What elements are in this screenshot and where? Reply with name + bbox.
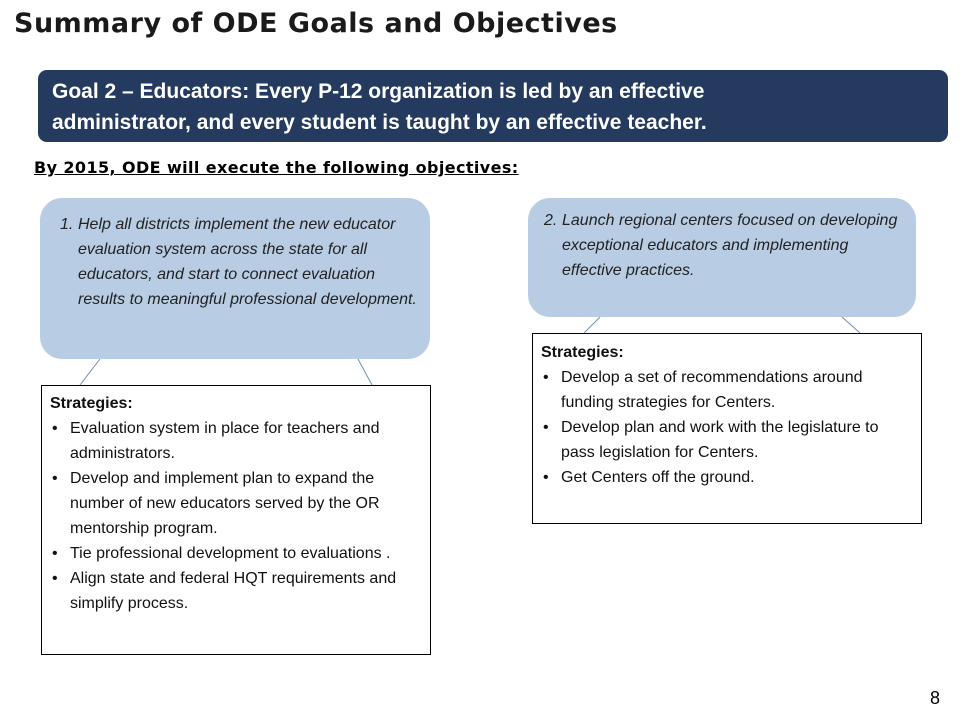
connector-right-2	[842, 317, 860, 333]
objective-number: 1.	[60, 216, 74, 233]
bullet-icon: •	[543, 469, 549, 486]
strategies-box-1	[41, 385, 431, 655]
strategy-text: Align state and federal HQT requirements and simplify process.	[70, 570, 397, 612]
strategy-text: Develop a set of recommendations around funding strategies for Centers.	[561, 369, 863, 411]
bullet-icon: •	[543, 419, 549, 436]
objective-item-1	[60, 212, 418, 312]
strategy-item	[541, 465, 913, 490]
page-number: 8	[929, 688, 940, 708]
strategy-text: Develop and implement plan to expand the number of new educators served by the OR mentorship program.	[70, 470, 380, 537]
objective-number: 2.	[544, 212, 558, 229]
bullet-icon: •	[52, 570, 58, 587]
objective-item-2	[544, 208, 904, 283]
objective-text: Launch regional centers focused on developing exceptional educators and implementing effective practices.	[562, 212, 898, 279]
strategies-heading: Strategies:	[50, 395, 133, 412]
page-title: Summary of ODE Goals and Objectives	[14, 8, 618, 39]
strategy-item	[50, 541, 422, 566]
connector-left-1	[80, 359, 100, 385]
strategy-item	[50, 566, 422, 616]
objective-box-2	[528, 198, 916, 317]
strategy-item	[50, 416, 422, 466]
goal-line-2: administrator, and every student is taught by an effective teacher.	[52, 111, 707, 134]
bullet-icon: •	[52, 545, 58, 562]
bullet-icon: •	[543, 369, 549, 386]
strategy-text: Tie professional development to evaluations .	[70, 545, 391, 562]
strategies-box-2	[532, 333, 922, 524]
strategy-item	[541, 365, 913, 415]
strategy-text: Develop plan and work with the legislature to pass legislation for Centers.	[561, 419, 879, 461]
strategy-text: Get Centers off the ground.	[561, 469, 755, 486]
strategies-heading: Strategies:	[541, 344, 624, 361]
connector-right-1	[358, 359, 372, 385]
objectives-subheading: By 2015, ODE will execute the following objectives:	[34, 158, 519, 177]
strategy-item	[50, 466, 422, 541]
bullet-icon: •	[52, 420, 58, 437]
objective-text: Help all districts implement the new educator evaluation system across the state for all educators, and start to connect evaluation results to meaningful professional development.	[78, 216, 417, 308]
bullet-icon: •	[52, 470, 58, 487]
goal-line-1: Goal 2 – Educators: Every P-12 organization is led by an effective	[52, 80, 705, 103]
strategy-text: Evaluation system in place for teachers and administrators.	[70, 420, 380, 462]
connector-left-2	[584, 317, 600, 333]
objective-box-1	[40, 198, 430, 359]
strategy-item	[541, 415, 913, 465]
